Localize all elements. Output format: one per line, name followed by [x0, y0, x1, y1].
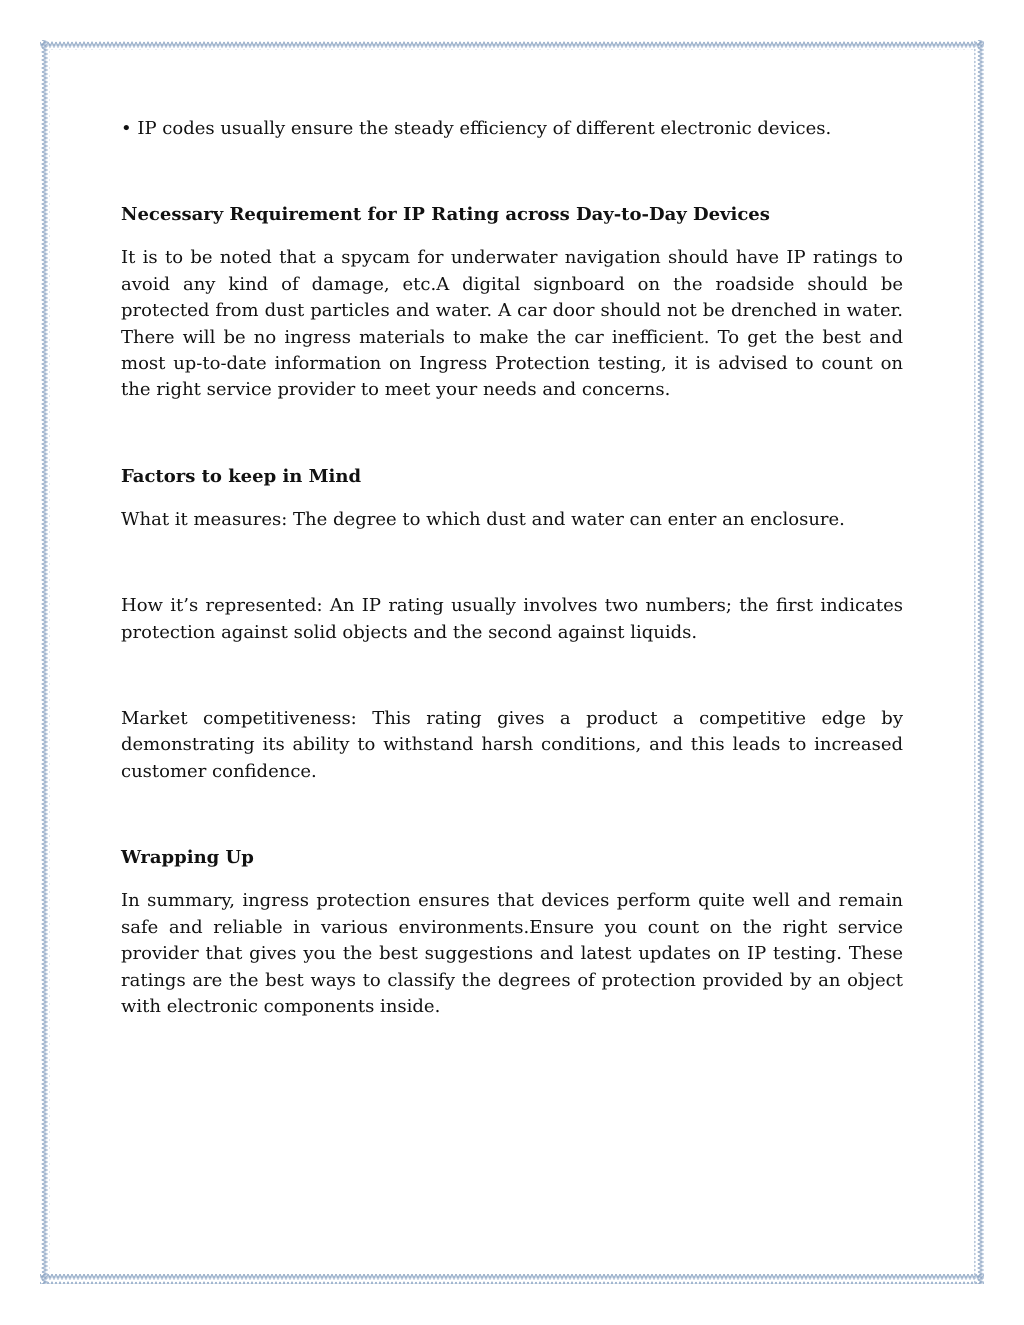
- section-heading: Wrapping Up: [121, 847, 254, 869]
- border-right: [974, 40, 984, 1284]
- bullet-text: • IP codes usually ensure the steady efficiency of different electronic devices.: [121, 118, 832, 139]
- section-paragraph: It is to be noted that a spycam for underwater navigation should have IP ratings to avoid any kind of damage, etc.A digital signboard on the roadside should be protected from dust particles and water. A car door should not be drenched in water. There will be no ingress materials to make the car inefficient. To get the best and most up-to-date information on Ingress Protection testing, it is advised to count on the right service provider to meet your needs and concerns.: [121, 247, 903, 401]
- border-left: [40, 40, 50, 1284]
- section-ip-rating-requirement: [121, 202, 903, 403]
- border-top: [40, 40, 984, 50]
- factor-market-competitiveness: Market competitiveness: This rating gives a product a competitive edge by demonstrating its ability to withstand harsh conditions, and this leads to increased customer confidence.: [121, 708, 903, 782]
- section-heading: Factors to keep in Mind: [121, 465, 362, 487]
- border-bottom: [40, 1274, 984, 1284]
- section-factors: [121, 464, 903, 785]
- section-paragraph: In summary, ingress protection ensures that devices perform quite well and remain safe and reliable in various environments.Ensure you count on the right service provider that gives you the best suggestions and latest updates on IP testing. These ratings are the best ways to classify the degrees of protection provided by an object with electronic components inside.: [121, 890, 903, 1017]
- factor-what-it-measures: What it measures: The degree to which dust and water can enter an enclosure.: [121, 508, 845, 530]
- factor-how-represented: How it’s represented: An IP rating usually involves two numbers; the first indicates protection against solid objects and the second against liquids.: [121, 595, 903, 643]
- document-body: [121, 116, 903, 1020]
- section-heading: Necessary Requirement for IP Rating across Day-to-Day Devices: [121, 204, 770, 226]
- section-wrapping-up: [121, 845, 903, 1020]
